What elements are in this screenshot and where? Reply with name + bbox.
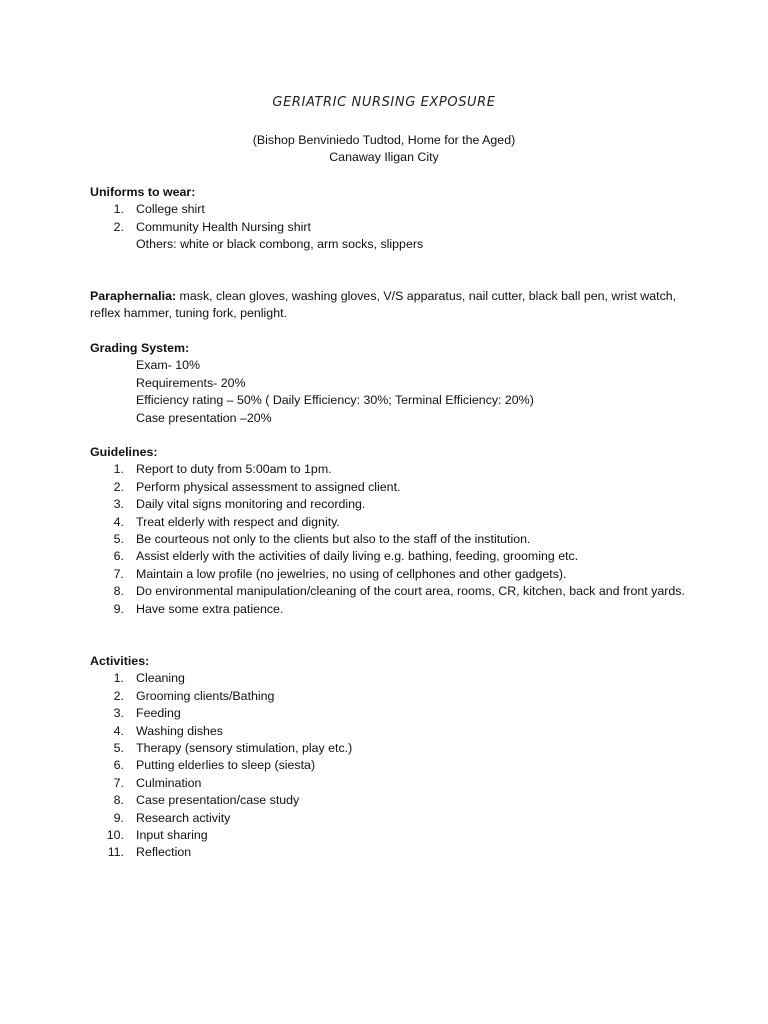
uniforms-heading: Uniforms to wear: [90, 185, 196, 199]
list-item [90, 201, 690, 218]
list-item [90, 601, 690, 618]
paraphernalia-text: mask, clean gloves, washing gloves, V/S apparatus, nail cutter, black ball pen, wrist watch, reflex hammer, tuning fork, penlight. [90, 289, 677, 321]
list-item [90, 566, 690, 583]
paraphernalia-section [90, 288, 690, 323]
list-item [90, 792, 690, 809]
list-number: 4. [113, 514, 124, 529]
list-item [90, 775, 690, 792]
list-item [90, 688, 690, 705]
grading-line: Requirements- 20% [136, 375, 246, 390]
list-text: Daily vital signs monitoring and recording. [136, 497, 366, 512]
list-text: Cleaning [136, 671, 185, 686]
list-number: 4. [113, 723, 124, 738]
location-line: Canaway Iligan City [329, 150, 439, 164]
list-number: 6. [113, 549, 124, 564]
list-number: 1. [113, 202, 124, 217]
list-item [90, 514, 690, 531]
list-text: Putting elderlies to sleep (siesta) [136, 758, 316, 773]
guidelines-list [90, 461, 690, 618]
guidelines-section [90, 444, 690, 618]
list-number: 5. [113, 741, 124, 756]
uniforms-others: Others: white or black combong, arm socks, slippers [136, 237, 424, 252]
list-item [90, 740, 690, 757]
list-text: Research activity [136, 810, 231, 825]
list-item [90, 479, 690, 496]
grading-section [90, 340, 690, 427]
list-number: 8. [113, 793, 124, 808]
list-number: 9. [113, 601, 124, 616]
uniforms-section [90, 184, 690, 254]
list-number: 10. [106, 828, 124, 843]
list-number: 3. [113, 706, 124, 721]
list-text: Washing dishes [136, 723, 224, 738]
list-text: Culmination [136, 775, 202, 790]
list-item [90, 827, 690, 844]
list-text: Therapy (sensory stimulation, play etc.) [136, 741, 353, 756]
list-item [90, 810, 690, 827]
list-number: 2. [113, 219, 124, 234]
list-number: 11. [107, 845, 124, 860]
institution-line: (Bishop Benviniedo Tudtod, Home for the Aged) [252, 133, 516, 147]
list-text: Perform physical assessment to assigned client. [136, 479, 401, 494]
document-title: GERIATRIC NURSING EXPOSURE [272, 95, 496, 110]
list-item [90, 496, 690, 513]
list-text: Be courteous not only to the clients but also to the staff of the institution. [136, 532, 531, 547]
list-number: 8. [113, 584, 124, 599]
list-item [90, 705, 690, 722]
list-item [90, 670, 690, 687]
list-text: Feeding [136, 706, 181, 721]
list-item [90, 757, 690, 774]
list-item [90, 548, 690, 565]
list-number: 7. [113, 566, 124, 581]
list-number: 3. [113, 497, 124, 512]
activities-heading: Activities: [90, 654, 150, 668]
list-text: Do environmental manipulation/cleaning of the court area, rooms, CR, kitchen, back and front yards. [136, 584, 685, 599]
list-text: Input sharing [136, 828, 208, 843]
list-number: 7. [113, 775, 124, 790]
list-number: 6. [113, 758, 124, 773]
list-item [90, 219, 690, 236]
list-text: Report to duty from 5:00am to 1pm. [136, 462, 332, 477]
list-text: Maintain a low profile (no jewelries, no using of cellphones and other gadgets). [136, 566, 567, 581]
list-text: Assist elderly with the activities of daily living e.g. bathing, feeding, grooming etc. [136, 549, 579, 564]
uniforms-list [90, 201, 690, 236]
grading-line: Case presentation –20% [136, 410, 272, 425]
list-text: Grooming clients/Bathing [136, 688, 275, 703]
list-number: 2. [113, 688, 124, 703]
activities-section [90, 653, 690, 862]
grading-line: Efficiency rating – 50% ( Daily Efficiency: 30%; Terminal Efficiency: 20%) [136, 393, 534, 408]
list-text: Treat elderly with respect and dignity. [136, 514, 340, 529]
list-item [90, 531, 690, 548]
list-item [90, 723, 690, 740]
list-number: 2. [113, 479, 124, 494]
list-text: Community Health Nursing shirt [136, 219, 311, 234]
list-text: Have some extra patience. [136, 601, 284, 616]
list-text: College shirt [136, 202, 205, 217]
list-number: 9. [113, 810, 124, 825]
list-item [90, 844, 690, 861]
list-item [90, 461, 690, 478]
list-number: 5. [113, 532, 124, 547]
list-number: 1. [113, 671, 124, 686]
list-text: Case presentation/case study [136, 793, 300, 808]
list-number: 1. [113, 462, 124, 477]
guidelines-heading: Guidelines: [90, 445, 158, 459]
list-item [90, 583, 690, 600]
grading-heading: Grading System: [90, 341, 190, 355]
activities-list [90, 670, 690, 861]
list-text: Reflection [136, 845, 192, 860]
paraphernalia-heading: Paraphernalia: [90, 289, 177, 303]
grading-line: Exam- 10% [136, 358, 201, 373]
